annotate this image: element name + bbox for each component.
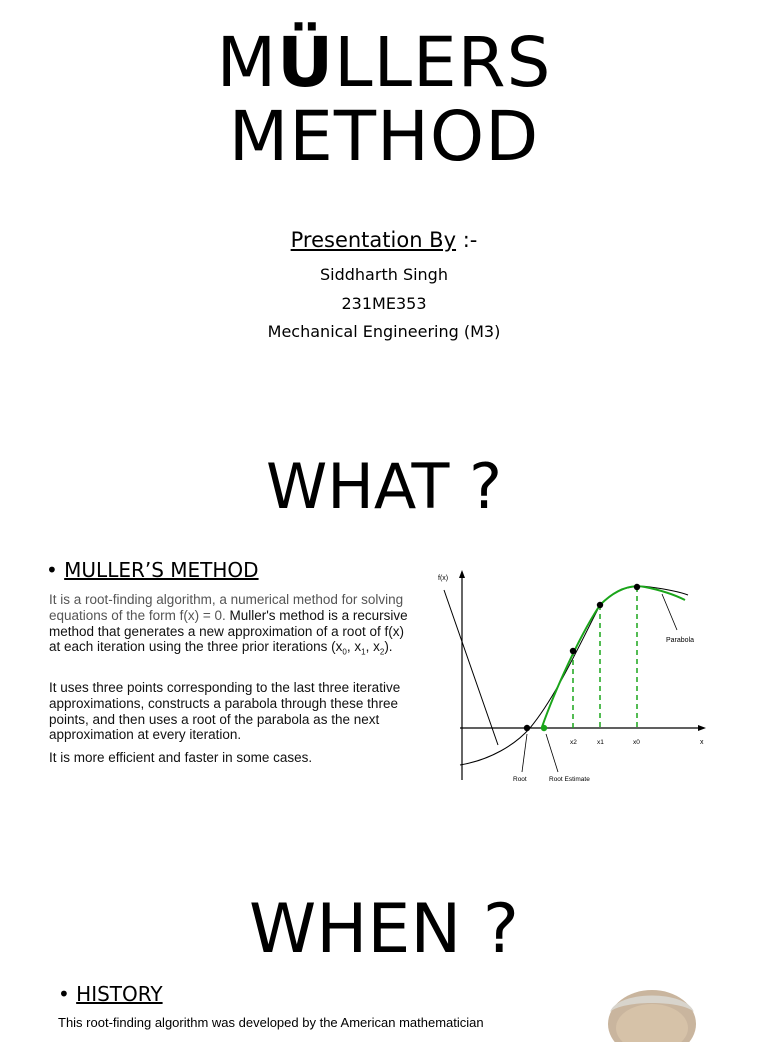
muller-method-bullet: • MULLER’S METHOD [46,558,259,582]
point-x1 [597,602,603,608]
what-heading: WHAT ? [265,450,502,523]
when-heading: WHEN ? [249,890,519,969]
slide-title [0,23,768,177]
definition-rest: Muller's method is a recursive method that generates a new approximation of a root of f(x) at each iteration using the three prior iterations (x [49,607,408,655]
presented-by-label: Presentation By [290,228,457,252]
root-pointer [522,734,527,772]
definition-paragraph [49,592,409,661]
x1-label: x1 [597,739,604,746]
x2-label: x2 [570,739,577,746]
efficiency-paragraph: It is more efficient and faster in some cases. [49,750,313,765]
title-line2: METHOD [228,97,540,177]
x0-label: x0 [633,739,640,746]
history-title: HISTORY [76,982,163,1006]
muller-diagram [430,560,720,800]
portrait-photo [592,982,712,1042]
presenter-department: Mechanical Engineering (M3) [267,322,501,341]
muller-method-title: MULLER’S METHOD [64,558,259,582]
presenter-name: Siddharth Singh [320,265,448,284]
history-paragraph: This root-finding algorithm was developed by the American mathematician [58,1015,484,1030]
function-curve [444,586,688,765]
sub-0: 0 [342,648,347,658]
root-estimate-label: Root Estimate [549,776,590,783]
title-prefix: M [216,23,278,103]
parabola-paragraph: It uses three points corresponding to the last three iterative approximations, constructs a parabola through these three points, and then uses a root of the parabola as the next approximation at every iteration. [49,680,401,743]
presented-by [0,228,768,252]
definition-mid1: , x [346,639,362,655]
definition-mid2: , x [365,639,380,655]
parabola-curve [542,586,685,727]
title-umlaut-letter: Ü [277,23,335,103]
x-axis-arrow [698,725,706,731]
definition-end: ). [384,639,393,655]
title-suffix: LLERS [334,23,552,103]
point-x0 [634,584,640,590]
fx-label: f(x) [438,575,449,582]
sub-1: 1 [361,648,366,658]
presented-by-separator: :- [456,228,478,252]
parabola-pointer [662,594,677,630]
x-label: x [700,739,704,746]
root-label: Root [513,776,527,783]
point-x2 [570,648,576,654]
definition-muted: It is a root-finding algorithm, a numerical method for solving equations of the form f(x) = 0. [49,592,404,623]
point-root [524,725,530,731]
history-bullet: • HISTORY [58,982,163,1006]
y-axis-arrow [459,570,465,578]
presenter-roll: 231ME353 [341,294,427,313]
parabola-label: Parabola [666,637,695,644]
sub-2: 2 [379,648,385,658]
point-root-estimate [541,725,547,731]
root-estimate-pointer [546,734,558,772]
